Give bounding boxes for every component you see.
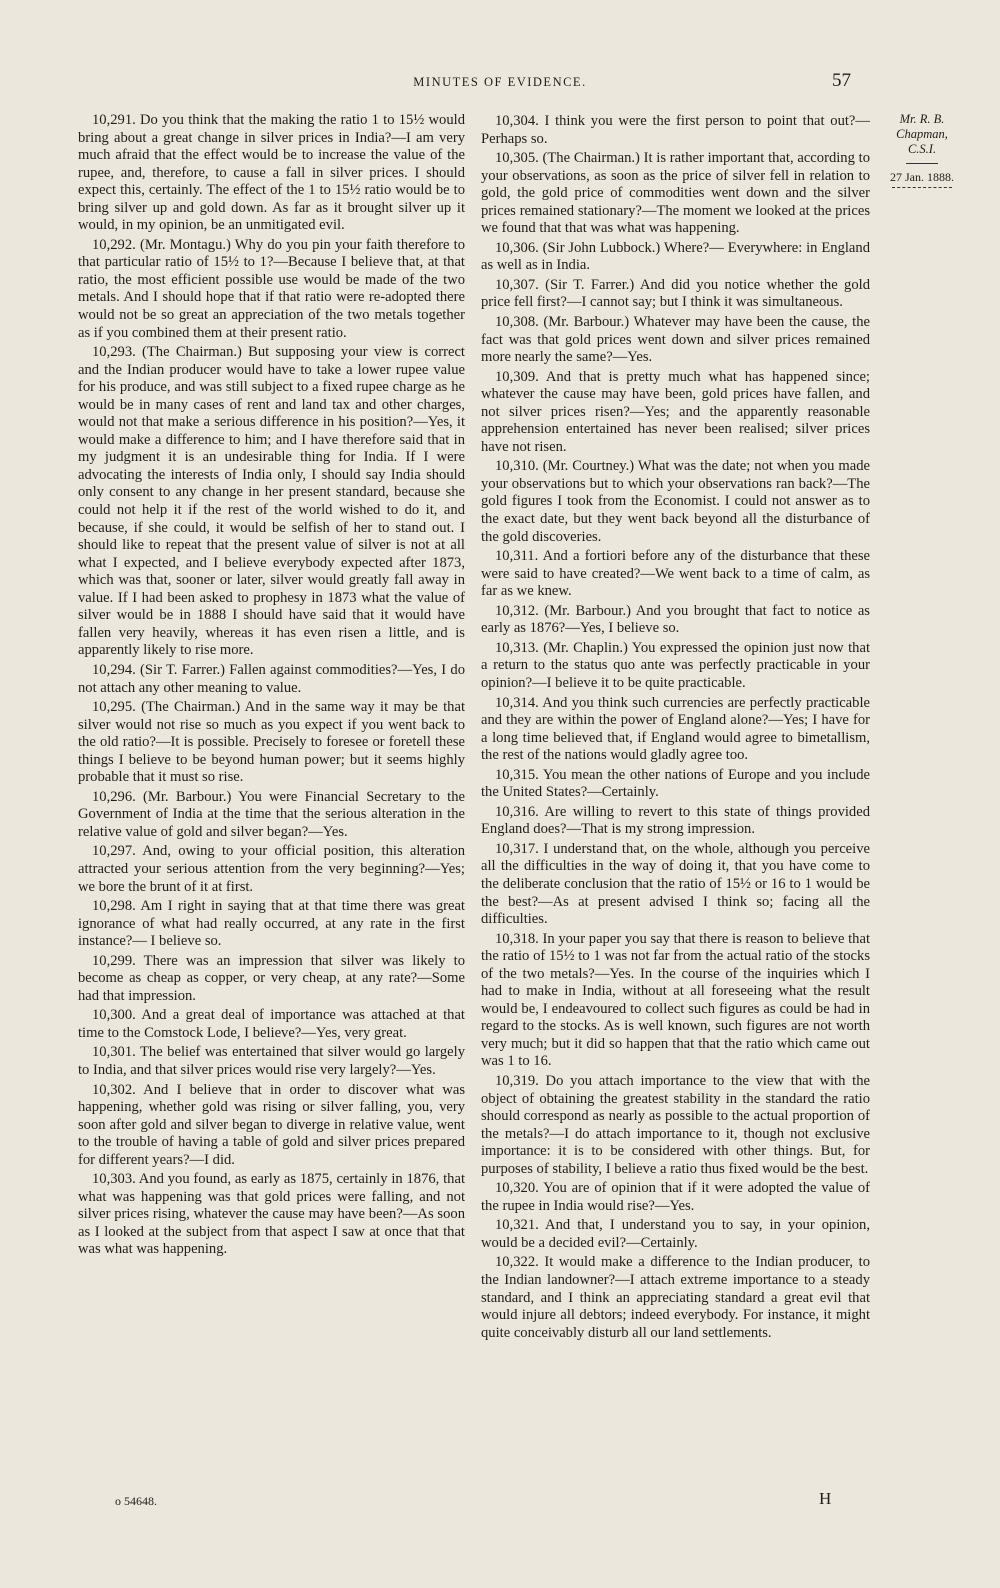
evidence-paragraph: 10,302. And I believe that in order to discover what was happening, whether gold was rising or silver falling, you, very soon after gold and silver began to diverge in relative value, went to the trouble of having a table of gold and silver prices prepared for different years?—I did.: [78, 1081, 465, 1168]
evidence-paragraph: 10,313. (Mr. Chaplin.) You expressed the opinion just now that a return to the status quo ante was perfectly practicable in your opinion?—I believe it to be quite practicable.: [481, 639, 870, 691]
signature-letter: H: [819, 1489, 832, 1508]
evidence-paragraph: 10,291. Do you think that the making the ratio 1 to 15½ would bring about a great change in silver prices in India?—I am very much afraid that the effect would be to increase the value of the rupee, and, therefore, to cause a fall in silver prices. I should expect this, certainly. The effect of the 1 to 15½ ratio would be to bring silver up and gold down. As far as it brought silver up it would, in my opinion, be an unmitigated evil.: [78, 112, 465, 234]
evidence-paragraph: 10,297. And, owing to your official position, this alteration attracted your serious attention from the very beginning?—Yes; we bore the brunt of it at first.: [78, 843, 465, 895]
witness-sidenote: [876, 112, 968, 190]
witness-name: Mr. R. B.: [899, 112, 945, 126]
page-number: 57: [832, 70, 851, 91]
evidence-paragraph: 10,300. And a great deal of importance was attached at that time to the Comstock Lode, I believe?—Yes, very great.: [78, 1007, 465, 1041]
evidence-paragraph: 10,321. And that, I understand you to say, in your opinion, would be a decided evil?—Certainly.: [481, 1217, 870, 1251]
evidence-paragraph: 10,301. The belief was entertained that silver would go largely to India, and that silver prices would rise very largely?—Yes.: [78, 1044, 465, 1078]
evidence-paragraph: 10,318. In your paper you say that there is reason to believe that the ratio of 15½ to 1 was not far from the actual ratio of the stocks of the two metals?—Yes. In the course of the inquiries which I had to make in India, without at all foreseeing what the result would be, I endeavoured to collect such figures as could be had in regard to the stocks. As is well known, such figures are not worth very much; but it did so happen that that the ratio which came out was 1 to 16.: [481, 930, 870, 1070]
divider: [906, 163, 938, 164]
evidence-paragraph: 10,314. And you think such currencies are perfectly practicable and they are within the power of England alone?—Yes; I have for a long time believed that, if England would agree to bimetallism, the rest of the nations would gladly agree too.: [481, 694, 870, 764]
evidence-paragraph: 10,307. (Sir T. Farrer.) And did you notice whether the gold price fell first?—I cannot say; but I think it was simultaneous.: [481, 276, 870, 311]
evidence-paragraph: 10,310. (Mr. Courtney.) What was the date; not when you made your observations but to which your observations ran back?—The gold figures I took from the Economist. I could not answer as to the exact date, but they went back beyond all the disturbance of the gold discoveries.: [481, 458, 870, 545]
evidence-paragraph: 10,298. Am I right in saying that at that time there was great ignorance of what had really occurred, at any rate in the first instance?— I believe so.: [78, 898, 465, 950]
evidence-paragraph: 10,308. (Mr. Barbour.) Whatever may have been the cause, the fact was that gold prices went down and silver prices remained more nearly the same?—Yes.: [481, 314, 870, 366]
evidence-paragraph: 10,319. Do you attach importance to the view that with the object of obtaining the greatest stability in the standard the ratio should correspond as nearly as possible to the actual proportion of the metals?—I do attach importance to it, though not exclusive importance: it is to be considered with other things. But, for purposes of stability, I believe a ratio thus fixed would be the best.: [481, 1072, 870, 1177]
evidence-paragraph: 10,309. And that is pretty much what has happened since; whatever the cause may have been, gold prices have fallen, and not silver prices risen?—Yes; and the apparently reasonable apprehension entertained has never been realised; silver prices have not risen.: [481, 368, 870, 455]
evidence-paragraph: 10,299. There was an impression that silver was likely to become as cheap as copper, or very cheap, at any rate?—Some had that impression.: [78, 952, 465, 1004]
evidence-paragraph: 10,296. (Mr. Barbour.) You were Financial Secretary to the Government of India at the time that the serious alteration in the relative value of gold and silver began?—Yes.: [78, 788, 465, 840]
evidence-paragraph: 10,317. I understand that, on the whole, although you perceive all the difficulties in the way of doing it, that you have come to the deliberate conclusion that the ratio of 15½ or 16 to 1 would be the best?—As at present advised I think so; facing all the difficulties.: [481, 840, 870, 928]
evidence-paragraph: 10,305. (The Chairman.) It is rather important that, according to your observations, as soon as the price of silver fell in relation to gold, the gold price of commodities went down and the silver prices remained stationary?—The moment we looked at the prices we found that that was what was happening.: [481, 150, 870, 237]
evidence-date: 27 Jan. 1888.: [890, 170, 954, 184]
left-column: [78, 112, 465, 1261]
evidence-paragraph: 10,311. And a fortiori before any of the disturbance that these were said to have created?—We went back to a time of calm, as far as we knew.: [481, 548, 870, 600]
evidence-paragraph: 10,322. It would make a difference to the Indian producer, to the Indian landowner?—I attach extreme importance to a steady standard, and I think an appreciating standard a great evil that would injure all debtors; indeed everybody. For instance, it might quite conceivably disturb all our land settlements.: [481, 1254, 870, 1341]
evidence-paragraph: 10,316. Are willing to revert to this state of things provided England does?—That is my strong impression.: [481, 803, 870, 838]
running-header: MINUTES OF EVIDENCE.: [413, 75, 587, 89]
evidence-paragraph: 10,303. And you found, as early as 1875, certainly in 1876, that what was happening was that gold prices were falling, and not silver prices rising, whatever the cause may have been?—As soon as I looked at the subject from that aspect I saw at once that that was what was happening.: [78, 1171, 465, 1258]
evidence-paragraph: 10,293. (The Chairman.) But supposing your view is correct and the Indian producer would have to take a lower rupee value for his produce, and was still subject to a fixed rupee charge as he would be in many cases of rent and land tax and other charges, would not that make a serious difference in his position?—Yes, it would make a difference to him; and I have therefore said that in my judgment it is an undesirable thing for India. If I were advocating the interests of India only, I should say India should only consent to any change in her present standard, because she could not help it if the rest of the world wished to do it, and because, if she could, it would be selfish of her to stand out. I should like to repeat that the present value of silver is not at all what I expected, and I believe everybody expected after 1873, which was that, sooner or later, silver would greatly fall away in value. If I had been asked to prophesy in 1873 what the value of silver would be in 1888 I should have said that it would have fallen very heavily, whereas it has even risen a little, and is apparently likely to rise more.: [78, 344, 465, 659]
evidence-paragraph: 10,295. (The Chairman.) And in the same way it may be that silver would not rise so much as you expect if you went back to the old ratio?—It is possible. Precisely to foresee or foretell these things I believe to be beyond human power; but it seems highly probable that it must so rise.: [78, 699, 465, 786]
evidence-paragraph: 10,315. You mean the other nations of Europe and you include the United States?—Certainly.: [481, 766, 870, 801]
witness-name-line2: Chapman,: [896, 127, 948, 141]
evidence-paragraph: 10,306. (Sir John Lubbock.) Where?— Everywhere: in England as well as in India.: [481, 239, 870, 274]
evidence-paragraph: 10,292. (Mr. Montagu.) Why do you pin your faith therefore to that particular ratio of 15½ to 1?—Because I believe that, at that ratio, the most efficient possible use would be made of the two metals. And I should hope that if that ratio were re-adopted there would not be so great an appreciation of the two metals together as if you combined them at their present ratio.: [78, 236, 465, 341]
evidence-paragraph: 10,294. (Sir T. Farrer.) Fallen against commodities?—Yes, I do not attach any other meaning to value.: [78, 661, 465, 696]
divider: [892, 187, 952, 188]
printer-signature: o 54648.: [115, 1494, 157, 1508]
evidence-paragraph: 10,312. (Mr. Barbour.) And you brought that fact to notice as early as 1876?—Yes, I believe so.: [481, 602, 870, 637]
right-column: [481, 113, 870, 1344]
witness-title: C.S.I.: [907, 142, 937, 156]
evidence-paragraph: 10,304. I think you were the first person to point that out?—Perhaps so.: [481, 113, 870, 147]
evidence-paragraph: 10,320. You are of opinion that if it were adopted the value of the rupee in India would rise?—Yes.: [481, 1180, 870, 1214]
